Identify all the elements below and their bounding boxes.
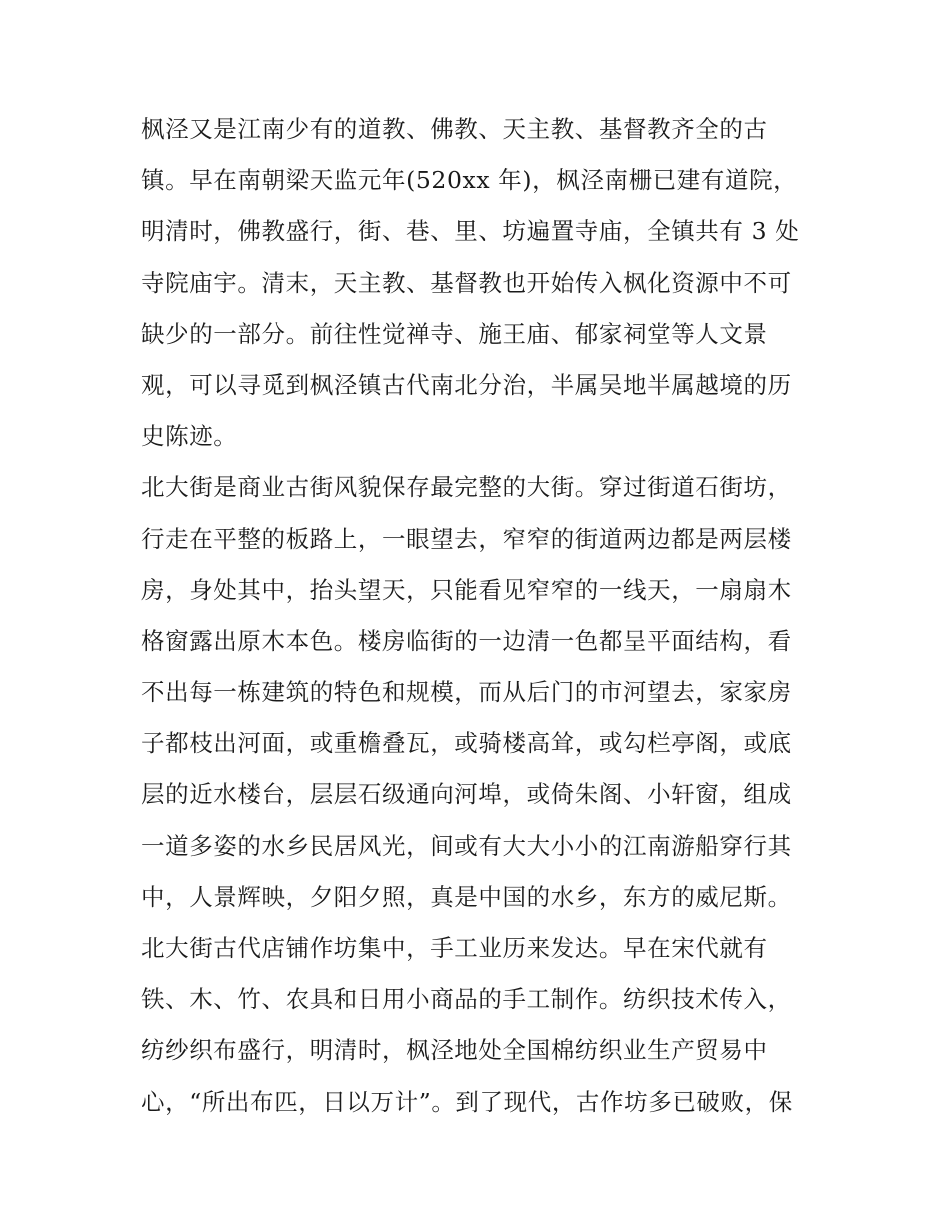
text-line: 北大街古代店铺作坊集中，手工业历来发达。早在宋代就有 [141, 934, 768, 962]
text-line: 子都枝出河面，或重檐叠瓦，或骑楼高耸，或勾栏亭阁，或底 [141, 729, 792, 758]
text-line: 格窗露出原木本色。楼房临街的一边清一色都呈平面结构，看 [141, 626, 792, 655]
text-line: 寺院庙宇。清末，天主教、基督教也开始传入枫化资源中不可 [141, 268, 792, 297]
text-line: 房，身处其中，抬头望天，只能看见窄窄的一线天，一扇扇木 [141, 575, 792, 604]
text-line: 中，人景辉映，夕阳夕照，真是中国的水乡，东方的威尼斯。 [141, 882, 792, 911]
text-line: 观，可以寻觅到枫泾镇古代南北分治，半属吴地半属越境的历 [141, 370, 792, 399]
text-line: 铁、木、竹、农具和日用小商品的手工制作。纺织技术传入， [141, 985, 792, 1014]
text-line: 北大街是商业古街风貌保存最完整的大街。穿过街道石街坊， [141, 473, 792, 502]
body-text [141, 104, 817, 1128]
text-line: 不出每一栋建筑的特色和规模，而从后门的市河望去，家家房 [141, 678, 792, 707]
text-line: 一道多姿的水乡民居风光，间或有大大小小的江南游船穿行其 [141, 831, 792, 860]
text-line: 缺少的一部分。前往性觉禅寺、施王庙、郁家祠堂等人文景 [141, 319, 768, 348]
text-line: 纺纱织布盛行，明清时，枫泾地处全国棉纺织业生产贸易中 [141, 1036, 768, 1065]
text-line: 层的近水楼台，层层石级通向河埠，或倚朱阁、小轩窗，组成 [141, 780, 792, 809]
text-line: 枫泾又是江南少有的道教、佛教、天主教、基督教齐全的古 [141, 115, 768, 143]
text-line: 心，“所出布匹，日以万计”。到了现代，古作坊多已破败，保 [141, 1087, 793, 1116]
text-line: 史陈迹。 [141, 422, 238, 451]
text-line: 明清时，佛教盛行，街、巷、里、坊遍置寺庙，全镇共有 3 处 [141, 217, 800, 246]
text-line: 镇。早在南朝梁天监元年(520xx 年)，枫泾南栅已建有道院， [141, 166, 798, 195]
text-line: 行走在平整的板路上，一眼望去，窄窄的街道两边都是两层楼 [141, 524, 792, 553]
